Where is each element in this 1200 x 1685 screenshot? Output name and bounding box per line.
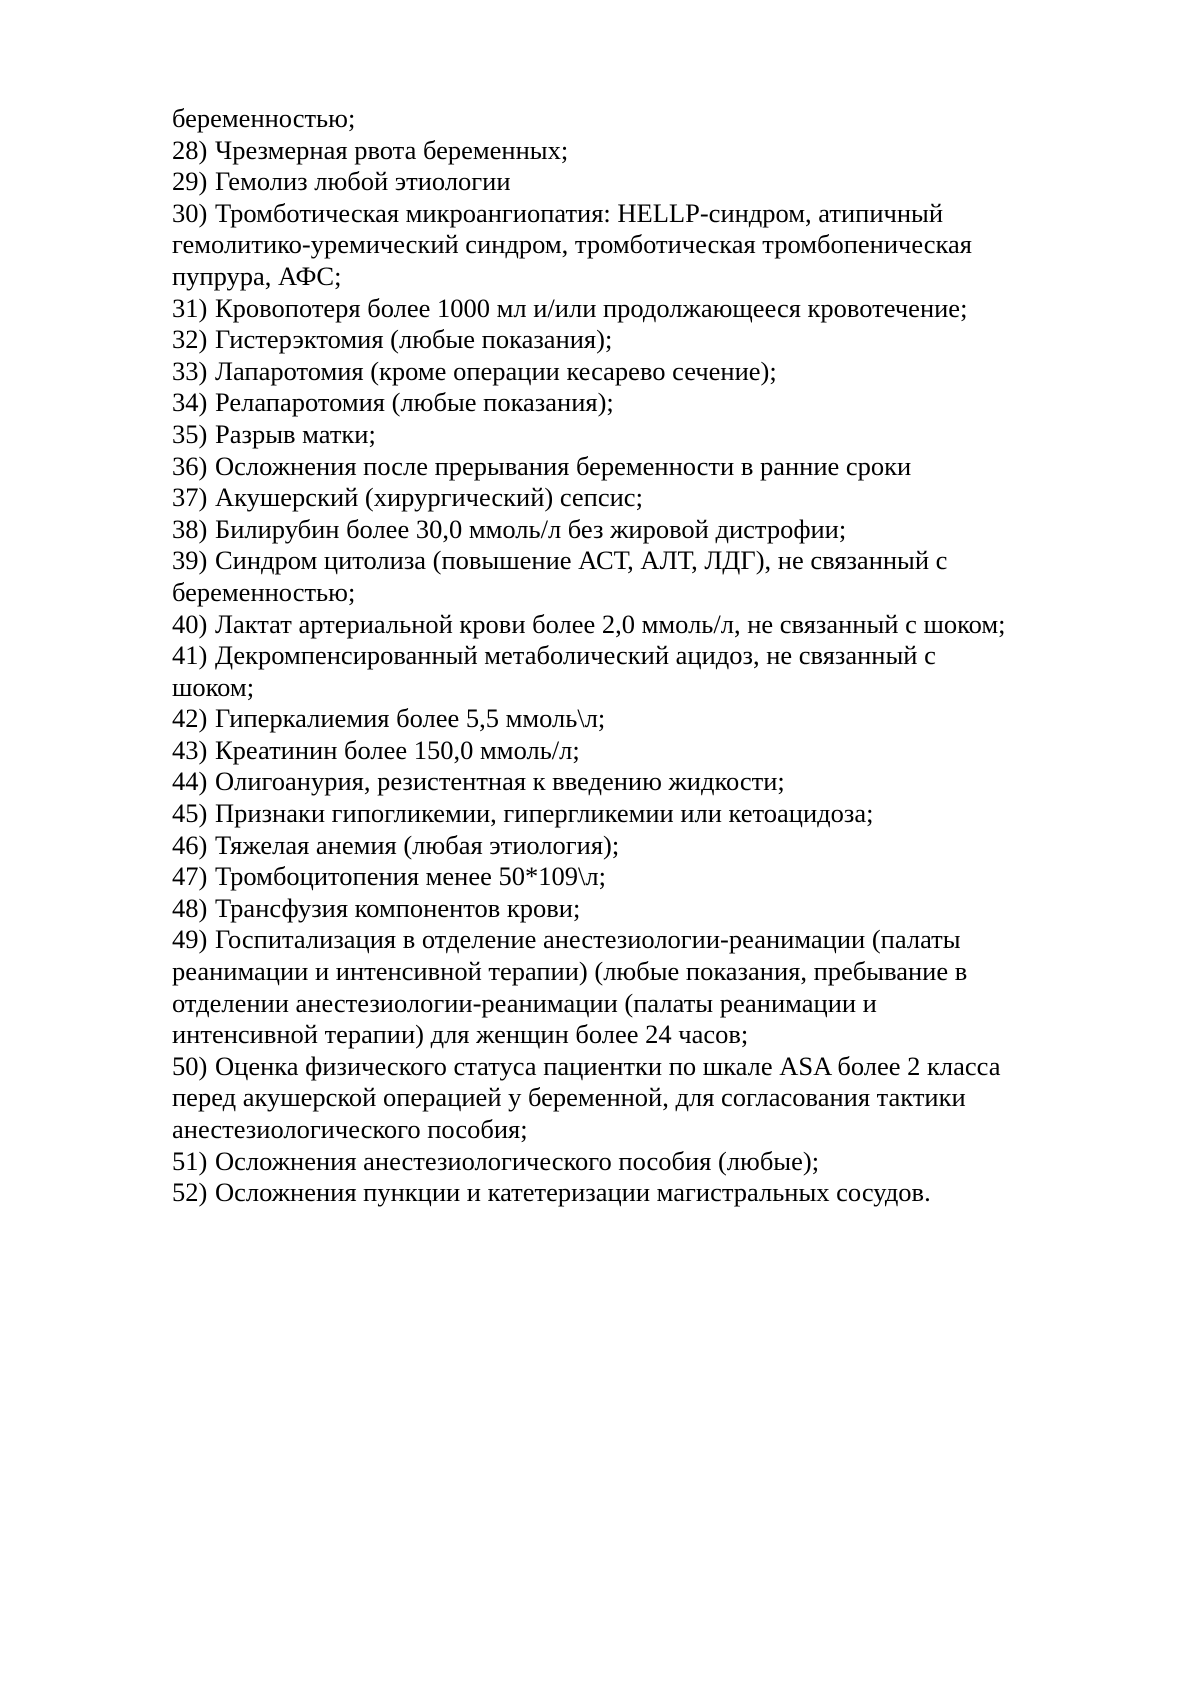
list-item-number: 39) xyxy=(172,545,208,576)
list-item-number: 45) xyxy=(172,798,208,829)
list-item-text: Олигоанурия, резистентная к введению жидкости; xyxy=(215,766,785,797)
list-item xyxy=(172,640,1172,703)
list-item xyxy=(172,830,1172,862)
list-item-number: 42) xyxy=(172,703,208,734)
list-item-number: 41) xyxy=(172,640,208,671)
list-item-first-line xyxy=(172,1177,1172,1209)
list-item xyxy=(172,609,1172,641)
list-item-first-line xyxy=(172,1146,1172,1178)
list-item-text: шоком; xyxy=(172,671,255,702)
list-item-text: Осложнения пункции и катетеризации магистральных сосудов. xyxy=(215,1177,931,1208)
list-item-number: 51) xyxy=(172,1145,208,1176)
list-item xyxy=(172,514,1172,546)
list-item-text: анестезиологического пособия; xyxy=(172,1114,528,1144)
list-item xyxy=(172,293,1172,325)
list-item-first-line xyxy=(172,166,1172,198)
list-item xyxy=(172,135,1172,167)
list-item-number: 31) xyxy=(172,292,208,323)
list-item-first-line xyxy=(172,198,1172,230)
list-item-first-line xyxy=(172,545,1172,577)
list-item-number: 37) xyxy=(172,482,208,513)
list-item-first-line xyxy=(172,861,1172,893)
list-item-first-line xyxy=(172,135,1172,167)
list-item-text: интенсивной терапии) для женщин более 24 часов; xyxy=(172,1019,749,1050)
list-item xyxy=(172,356,1172,388)
list-item-text: Госпитализация в отделение анестезиологии-реанимации (палаты xyxy=(215,924,961,955)
list-item xyxy=(172,1051,1172,1146)
list-item-first-line xyxy=(172,798,1172,830)
list-item xyxy=(172,1146,1172,1178)
list-item-first-line xyxy=(172,356,1172,388)
list-item-text: Кровопотеря более 1000 мл и/или продолжающееся кровотечение; xyxy=(215,292,968,323)
list-item-text: Гистерэктомия (любые показания); xyxy=(215,324,613,355)
list-item-number: 44) xyxy=(172,766,208,797)
list-item-text: перед акушерской операцией у беременной, для согласования тактики xyxy=(172,1082,966,1113)
list-item-text: Трансфузия компонентов крови; xyxy=(215,892,581,923)
list-item-text: Тромбоцитопения менее 50*109\л; xyxy=(215,861,606,892)
list-item-number: 47) xyxy=(172,861,208,892)
list-item-text: Тромботическая микроангиопатия: HELLP-синдром, атипичный xyxy=(215,197,943,228)
list-item-first-line xyxy=(172,609,1172,641)
list-item-number: 43) xyxy=(172,734,208,765)
list-item-first-line xyxy=(172,640,1172,672)
list-item xyxy=(172,545,1172,608)
list-item-number: 36) xyxy=(172,450,208,481)
list-item xyxy=(172,419,1172,451)
list-item-number: 32) xyxy=(172,324,208,355)
list-item-continuation-line xyxy=(172,577,1172,609)
list-item-text: Осложнения анестезиологического пособия (любые); xyxy=(215,1145,820,1176)
list-item-number: 34) xyxy=(172,387,208,418)
list-item-continuation-line xyxy=(172,672,1172,704)
continuation-line: беременностью; xyxy=(172,103,356,133)
list-item xyxy=(172,703,1172,735)
list-item xyxy=(172,798,1172,830)
list-item-first-line xyxy=(172,482,1172,514)
list-item xyxy=(172,735,1172,767)
list-item-continuation-line xyxy=(172,261,1172,293)
list-item xyxy=(172,482,1172,514)
list-item-first-line xyxy=(172,387,1172,419)
list-item xyxy=(172,924,1172,1050)
list-item-text: пупрура, АФС; xyxy=(172,260,342,291)
list-item xyxy=(172,861,1172,893)
list-item-first-line xyxy=(172,324,1172,356)
list-item-text: Тяжелая анемия (любая этиология); xyxy=(215,829,620,860)
list-item-number: 50) xyxy=(172,1050,208,1081)
list-item-first-line xyxy=(172,293,1172,325)
criteria-list xyxy=(172,135,1172,1209)
list-item-text: Лапаротомия (кроме операции кесарево сечение); xyxy=(215,355,777,386)
list-item-text: Билирубин более 30,0 ммоль/л без жировой дистрофии; xyxy=(215,513,847,544)
list-item-first-line xyxy=(172,893,1172,925)
list-item xyxy=(172,387,1172,419)
list-item-text: Осложнения после прерывания беременности в ранние сроки xyxy=(215,450,912,481)
document-body xyxy=(172,103,1172,1209)
list-item-text: Гиперкалиемия более 5,5 ммоль\л; xyxy=(215,703,606,734)
list-item-number: 29) xyxy=(172,166,208,197)
list-item-first-line xyxy=(172,451,1172,483)
list-item-text: отделении анестезиологии-реанимации (палаты реанимации и xyxy=(172,987,877,1018)
list-item-continuation-line xyxy=(172,1082,1172,1114)
list-item xyxy=(172,324,1172,356)
list-item-text: Оценка физического статуса пациентки по шкале ASA более 2 класса xyxy=(215,1050,1001,1081)
list-item-text: Гемолиз любой этиологии xyxy=(215,166,511,197)
list-item-continuation-line xyxy=(172,1114,1172,1146)
list-item-first-line xyxy=(172,514,1172,546)
list-item-number: 33) xyxy=(172,355,208,386)
list-item-continuation-line xyxy=(172,988,1172,1020)
list-item-text: Релапаротомия (любые показания); xyxy=(215,387,614,418)
list-item-number: 28) xyxy=(172,134,208,165)
list-item-first-line xyxy=(172,419,1172,451)
list-item-continuation-line xyxy=(172,1019,1172,1051)
list-item-number: 35) xyxy=(172,418,208,449)
list-item-number: 52) xyxy=(172,1177,208,1208)
list-item xyxy=(172,893,1172,925)
list-item-text: Декромпенсированный метаболический ацидоз, не связанный с xyxy=(215,640,936,671)
list-item-text: Лактат артериальной крови более 2,0 ммоль/л, не связанный с шоком; xyxy=(215,608,1006,639)
list-item xyxy=(172,1177,1172,1209)
list-item xyxy=(172,766,1172,798)
list-item-first-line xyxy=(172,830,1172,862)
list-item-text: Синдром цитолиза (повышение АСТ, АЛТ, ЛДГ), не связанный с xyxy=(215,545,948,576)
list-item xyxy=(172,198,1172,293)
list-item-continuation-line xyxy=(172,229,1172,261)
list-item-first-line xyxy=(172,766,1172,798)
list-item-first-line xyxy=(172,735,1172,767)
list-item-text: гемолитико-уремический синдром, тромботическая тромбопеническая xyxy=(172,229,972,260)
list-item-text: Акушерский (хирургический) сепсис; xyxy=(215,482,643,513)
list-item-number: 30) xyxy=(172,197,208,228)
list-item-text: Разрыв матки; xyxy=(215,418,376,449)
list-item-first-line xyxy=(172,924,1172,956)
list-item-text: Креатинин более 150,0 ммоль/л; xyxy=(215,734,580,765)
list-item-text: беременностью; xyxy=(172,576,356,607)
list-item-number: 48) xyxy=(172,892,208,923)
list-item-first-line xyxy=(172,703,1172,735)
list-item xyxy=(172,166,1172,198)
list-item-text: реанимации и интенсивной терапии) (любые показания, пребывание в xyxy=(172,956,968,987)
list-item-first-line xyxy=(172,1051,1172,1083)
list-item-number: 38) xyxy=(172,513,208,544)
list-item-text: Признаки гипогликемии, гипергликемии или кетоацидоза; xyxy=(215,798,874,829)
list-item-number: 49) xyxy=(172,924,208,955)
list-item-continuation-line xyxy=(172,956,1172,988)
list-item-number: 46) xyxy=(172,829,208,860)
list-item xyxy=(172,451,1172,483)
list-item-number: 40) xyxy=(172,608,208,639)
list-item-text: Чрезмерная рвота беременных; xyxy=(215,134,569,165)
